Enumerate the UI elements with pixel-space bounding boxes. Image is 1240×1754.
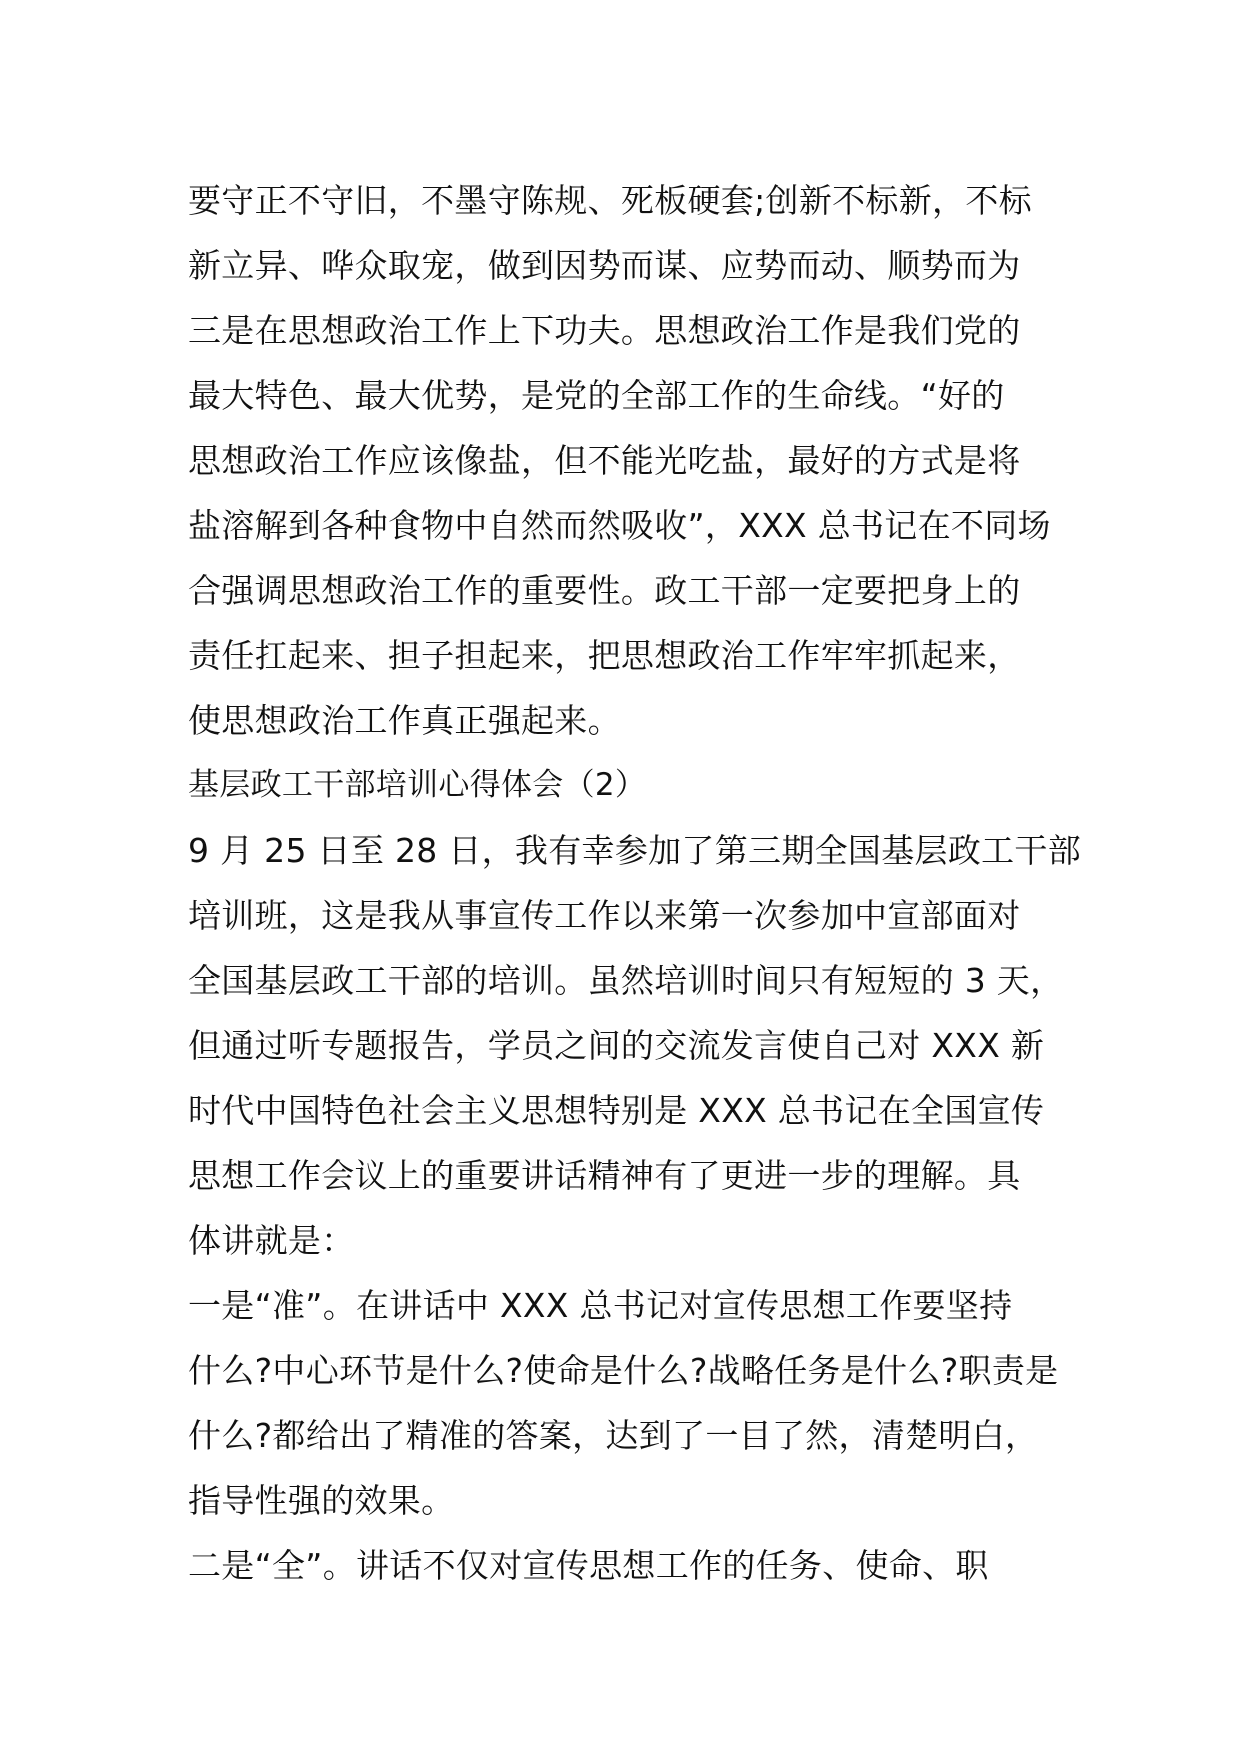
body-text-line: 思想工作会议上的重要讲话精神有了更进一步的理解。具 bbox=[188, 1156, 1021, 1195]
body-text-line: 什么?中心环节是什么?使命是什么?战略任务是什么?职责是 bbox=[188, 1351, 1059, 1390]
body-text-line: 什么?都给出了精准的答案，达到了一目了然，清楚明白， bbox=[188, 1416, 1039, 1455]
body-text-line: 培训班，这是我从事宣传工作以来第一次参加中宣部面对 bbox=[188, 896, 1021, 935]
body-text-line: 三是在思想政治工作上下功夫。思想政治工作是我们党的 bbox=[188, 311, 1021, 350]
body-text-line: 责任扛起来、担子担起来，把思想政治工作牢牢抓起来， bbox=[188, 636, 1021, 675]
body-text-line: 指导性强的效果。 bbox=[188, 1481, 455, 1520]
body-text-line: 一是“准”。在讲话中 XXX 总书记对宣传思想工作要坚持 bbox=[188, 1286, 1013, 1325]
section-heading: 基层政工干部培训心得体会（2） bbox=[188, 767, 647, 803]
body-text-line: 时代中国特色社会主义思想特别是 XXX 总书记在全国宣传 bbox=[188, 1091, 1045, 1130]
body-text-line: 合强调思想政治工作的重要性。政工干部一定要把身上的 bbox=[188, 571, 1021, 610]
document-body bbox=[188, 168, 1082, 1598]
body-text-line: 但通过听专题报告，学员之间的交流发言使自己对 XXX 新 bbox=[188, 1026, 1045, 1065]
body-text-line: 要守正不守旧，不墨守陈规、死板硬套;创新不标新，不标 bbox=[188, 181, 1032, 220]
body-text-line: 二是“全”。讲话不仅对宣传思想工作的任务、使命、职 bbox=[188, 1546, 989, 1585]
body-text-line: 思想政治工作应该像盐，但不能光吃盐，最好的方式是将 bbox=[188, 441, 1021, 480]
body-text-line: 体讲就是： bbox=[188, 1221, 355, 1260]
body-text-line: 盐溶解到各种食物中自然而然吸收”，XXX 总书记在不同场 bbox=[188, 506, 1051, 545]
body-text-line: 全国基层政工干部的培训。虽然培训时间只有短短的 3 天， bbox=[188, 961, 1064, 1000]
body-text-line: 最大特色、最大优势，是党的全部工作的生命线。“好的 bbox=[188, 376, 1005, 415]
body-text-line: 使思想政治工作真正强起来。 bbox=[188, 701, 621, 740]
body-text-line: 9 月 25 日至 28 日，我有幸参加了第三期全国基层政工干部 bbox=[188, 831, 1082, 870]
body-text-line: 新立异、哗众取宠，做到因势而谋、应势而动、顺势而为 bbox=[188, 246, 1021, 285]
